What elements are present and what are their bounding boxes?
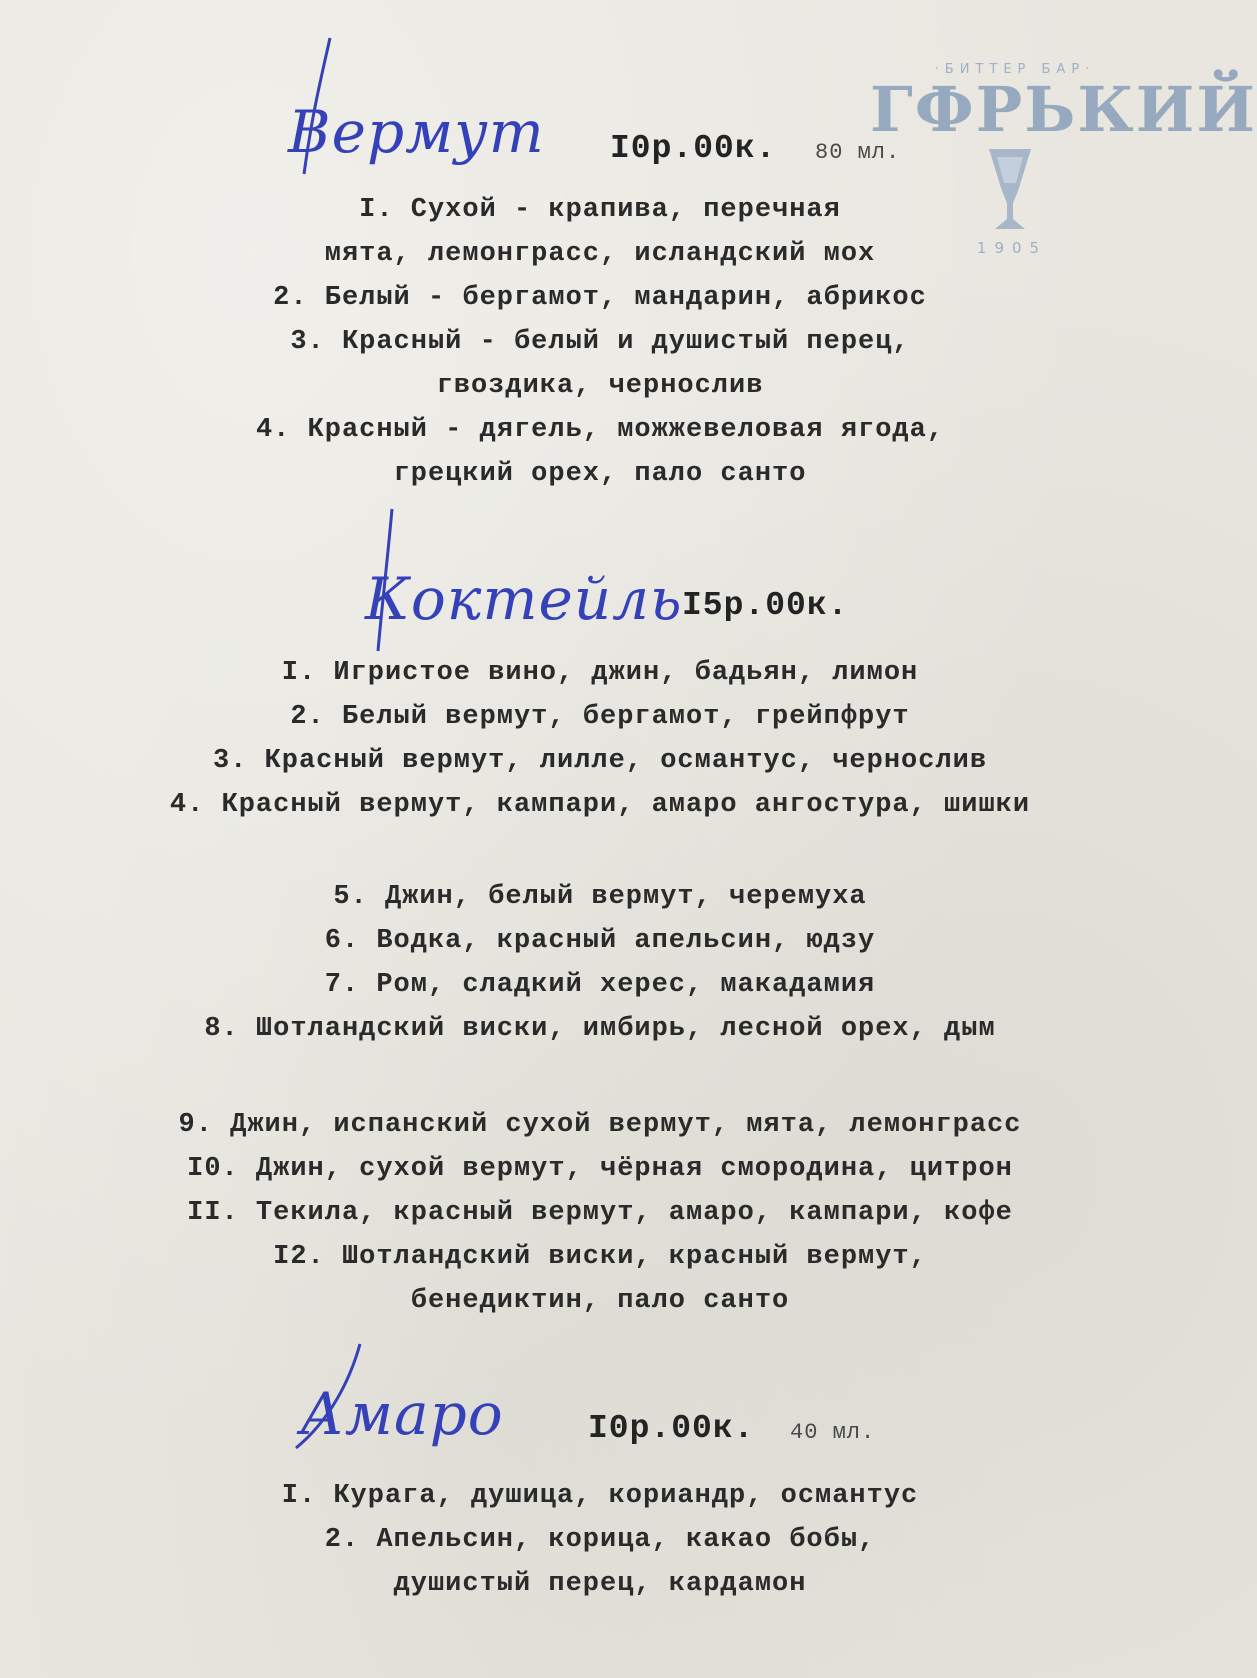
- list-item: 7. Ром, сладкий херес, макадамия: [324, 970, 876, 1000]
- section-volume-vermouth: 80 мл.: [815, 140, 901, 165]
- list-item: гвоздика, чернослив: [436, 371, 764, 401]
- list-item: 5. Джин, белый вермут, черемуха: [333, 882, 867, 912]
- list-item: 6. Водка, красный апельсин, юдзу: [324, 926, 876, 956]
- logo-name: ГФРЬКИЙ: [870, 73, 1257, 146]
- section-price-amaro: I0р.00к.: [588, 1410, 755, 1447]
- list-item: 4. Красный вермут, кампари, амаро ангостура, шишки: [169, 790, 1031, 820]
- list-item: грецкий орех, пало санто: [393, 459, 807, 489]
- list-item: II. Текила, красный вермут, амаро, кампари, кофе: [187, 1198, 1013, 1228]
- section-title-amaro: Амаро: [300, 1380, 504, 1448]
- section-title-vermouth: Вермут: [288, 98, 545, 166]
- list-item: I0. Джин, сухой вермут, чёрная смородина, цитрон: [187, 1154, 1013, 1184]
- section-price-cocktail: I5р.00к.: [682, 587, 849, 624]
- list-item: I. Курага, душица, кориандр, османтус: [281, 1481, 919, 1511]
- list-item: душистый перец, кардамон: [393, 1569, 807, 1599]
- list-item: 8. Шотландский виски, имбирь, лесной орех, дым: [204, 1014, 996, 1044]
- list-item: бенедиктин, пало санто: [410, 1286, 790, 1316]
- section-price-vermouth: I0р.00к.: [610, 130, 777, 167]
- list-item: I. Сухой - крапива, перечная: [359, 195, 841, 225]
- list-item: 4. Красный - дягель, можжевеловая ягода,: [255, 415, 945, 445]
- handwritten-stroke: [360, 505, 480, 655]
- logo-year: 1905: [976, 239, 1048, 257]
- list-item: 2. Апельсин, корица, какао бобы,: [324, 1525, 876, 1555]
- list-item: 2. Белый - бергамот, мандарин, абрикос: [273, 283, 927, 313]
- section-title-cocktail: Коктейль: [365, 565, 683, 633]
- list-item: I. Игристое вино, джин, бадьян, лимон: [281, 658, 919, 688]
- list-item: 9. Джин, испанский сухой вермут, мята, лемонграсс: [178, 1110, 1022, 1140]
- section-volume-amaro: 40 мл.: [790, 1420, 876, 1445]
- list-item: 2. Белый вермут, бергамот, грейпфрут: [290, 702, 910, 732]
- list-item: 3. Красный - белый и душистый перец,: [290, 327, 910, 357]
- handwritten-stroke: [290, 1340, 410, 1460]
- list-item: I2. Шотландский виски, красный вермут,: [273, 1242, 927, 1272]
- list-item: мята, лемонграсс, исландский мох: [324, 239, 876, 269]
- handwritten-stroke: [282, 34, 582, 204]
- list-item: 3. Красный вермут, лилле, османтус, чернослив: [212, 746, 988, 776]
- logo-subtitle: ·БИТТЕР БАР·: [934, 62, 1096, 77]
